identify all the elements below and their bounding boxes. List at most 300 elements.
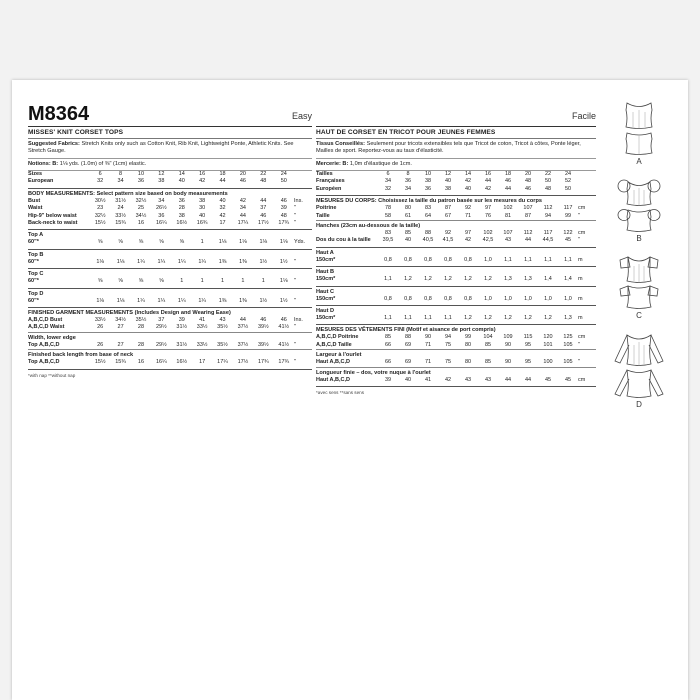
table-cell: 50 [280, 178, 287, 185]
table-cell: 33½ [94, 316, 106, 323]
row-unit: " [578, 212, 580, 219]
view-d [604, 331, 674, 412]
view-heading: Top C [28, 268, 312, 278]
table-cell: 40 [199, 212, 206, 219]
table-cell: 1½ [259, 258, 268, 265]
mesures-vetements-title: MESURES DES VÊTEMENTS FINI (Motif et aisance de port compris) [316, 324, 596, 334]
width-table [28, 342, 312, 349]
row-unit: " [294, 205, 296, 212]
view-heading: Top B [28, 249, 312, 259]
table-cell: 1⅛ [116, 258, 125, 265]
body-measurements-table [28, 198, 312, 228]
cap-sleeve-top-front-icon [616, 254, 662, 284]
table-cell: 36 [424, 185, 432, 192]
table-cell: 17¾ [278, 219, 290, 226]
view-letter-a: A [636, 157, 642, 166]
table-cell: 100 [543, 359, 553, 366]
mercerie [316, 159, 596, 171]
table-cell: 1,1 [404, 314, 412, 321]
notions-label-fr: Mercerie: B: [316, 160, 349, 167]
table-cell: 36 [404, 178, 412, 185]
table-cell: 17½ [237, 359, 249, 366]
measurement-table [28, 278, 312, 285]
table-cell: 27 [117, 324, 124, 331]
table-cell: 44 [504, 185, 512, 192]
table-cell: 46 [239, 178, 246, 185]
table-cell: 102 [503, 205, 513, 212]
table-cell: 14 [464, 170, 472, 177]
table-row [28, 342, 312, 349]
mesures-du-corps-table [316, 205, 596, 220]
table-cell: 85 [484, 341, 492, 348]
corset-top-back-icon [619, 130, 659, 156]
table-cell: 43 [504, 237, 512, 244]
table-cell: 71 [424, 359, 432, 366]
table-cell: 40 [444, 178, 452, 185]
measurement-table [316, 205, 596, 220]
measurement-table [28, 342, 312, 349]
row-unit [578, 178, 596, 185]
row-label: Françaises [316, 178, 345, 185]
footnote-french: *avec sens **sans sens [316, 389, 365, 395]
table-cell: 39,5 [382, 237, 394, 244]
table-cell: 33½ [196, 324, 208, 331]
table-cell: 44 [524, 376, 532, 383]
row-label: 60"* [28, 239, 39, 246]
table-row [28, 198, 312, 205]
table-cell: 40 [178, 178, 185, 185]
table-cell: 41,5 [442, 237, 454, 244]
row-label: Taille [316, 212, 330, 219]
view-b [604, 177, 674, 246]
table-cell: 67 [444, 212, 452, 219]
measurement-table [316, 359, 596, 366]
table-cell: 29½ [156, 341, 167, 348]
fabrics-text: Stretch Knits only such as Cotton Knit, Rib Knit, Lightweight Ponte, Athletic Knits. See Stretch Gauge. [28, 141, 294, 155]
table-cell: 38 [178, 212, 185, 219]
row-label: A,B,C,D Waist [28, 324, 65, 331]
table-cell: 0,8 [464, 295, 472, 302]
view-letter-d: D [636, 400, 642, 409]
table-cell: 1,0 [504, 295, 512, 302]
measurement-table [316, 257, 596, 264]
table-cell: 1¼ [157, 258, 166, 265]
table-cell: 34½ [115, 316, 126, 323]
table-row [316, 213, 596, 220]
table-cell: 32 [219, 205, 226, 212]
table-cell: 43 [219, 316, 226, 323]
table-cell: 37½ [237, 341, 249, 348]
table-row [316, 237, 596, 244]
french-header [316, 98, 596, 124]
table-cell: 97 [484, 205, 492, 212]
table-cell: 1,0 [564, 295, 572, 302]
pattern-instruction-sheet [12, 80, 688, 700]
table-cell: 43 [464, 376, 472, 383]
table-cell: 1,1 [384, 314, 392, 321]
table-cell: 33½ [115, 212, 126, 219]
table-cell: 40 [404, 237, 412, 244]
table-cell: 46 [280, 316, 287, 323]
row-unit: " [294, 341, 296, 348]
table-cell: 1 [200, 239, 204, 246]
table-cell: 39½ [257, 341, 269, 348]
measurement-table [28, 259, 312, 266]
measurement-table [316, 276, 596, 283]
row-label: 60"* [28, 258, 39, 265]
table-cell: 69 [404, 341, 412, 348]
table-cell: 42 [484, 185, 492, 192]
finished-measurements-table [28, 317, 312, 332]
table-cell: 1⅛ [218, 239, 227, 246]
table-cell: 0,8 [424, 256, 432, 263]
table-cell: 24 [117, 205, 124, 212]
row-label: Européen [316, 185, 342, 192]
view-heading: Top A [28, 229, 312, 239]
measurement-table [28, 317, 312, 332]
table-cell: 1 [180, 278, 184, 285]
table-cell: 1,3 [564, 314, 572, 321]
table-cell: 30½ [94, 197, 106, 204]
measurement-table [28, 198, 312, 228]
table-cell: 46 [524, 185, 532, 192]
table-cell: 115 [523, 334, 533, 341]
table-cell: 0,8 [404, 295, 412, 302]
mesures-vetements-table [316, 334, 596, 349]
table-cell: 26 [97, 324, 104, 331]
finished-measurements-title: FINISHED GARMENT MEASUREMENTS (Includes Design and Wearing Ease) [28, 307, 312, 317]
table-row [28, 259, 312, 266]
yardage-table [28, 229, 312, 305]
puff-sleeve-top-front-icon [616, 177, 662, 207]
table-cell: 45 [564, 237, 572, 244]
table-cell: 43 [484, 376, 492, 383]
table-cell: 1⅜ [239, 297, 247, 304]
row-unit: " [578, 237, 580, 244]
table-cell: 1,0 [524, 295, 532, 302]
view-c [604, 254, 674, 323]
view-heading: Top D [28, 288, 312, 298]
table-cell: 37½ [237, 324, 249, 331]
table-cell: 1⅜ [218, 258, 227, 265]
table-cell: 35½ [217, 341, 228, 348]
view-letter-c: C [636, 311, 642, 320]
table-cell: 125 [563, 334, 573, 341]
table-cell: 112 [523, 229, 533, 236]
row-label: 150cm* [316, 276, 336, 283]
table-cell: 92 [464, 205, 472, 212]
english-column [28, 98, 312, 378]
row-label: Dos du cou à la taille [316, 237, 371, 244]
measurement-table [316, 334, 596, 349]
table-cell: 88 [424, 229, 432, 236]
cap-sleeve-top-back-icon [616, 284, 662, 310]
row-unit: " [578, 341, 580, 348]
table-row [316, 276, 596, 283]
table-cell: 20 [524, 170, 532, 177]
mesures-du-corps-title: MESURES DU CORPS: Choisissez la taille du patron basée sur les mesures du corps [316, 195, 596, 205]
measurement-table [28, 171, 312, 186]
table-cell: 12 [158, 170, 165, 177]
table-cell: 45 [544, 376, 552, 383]
row-label: 150cm* [316, 295, 336, 302]
row-label: Sizes [28, 170, 43, 177]
table-cell: 1,1 [384, 276, 392, 283]
table-cell: 99 [564, 212, 572, 219]
table-cell: 22 [544, 170, 552, 177]
table-cell: 1,2 [544, 314, 552, 321]
table-cell: 80 [464, 359, 472, 366]
table-cell: ⅝ [159, 239, 164, 246]
table-cell: 1½ [259, 297, 268, 304]
table-cell: 28 [178, 205, 185, 212]
table-cell: 35½ [135, 316, 147, 323]
metrage-table [316, 247, 596, 323]
table-cell: 40 [464, 185, 472, 192]
measurement-table [28, 359, 312, 366]
table-cell: 1,2 [464, 314, 472, 321]
table-cell: 33½ [196, 341, 208, 348]
table-cell: 34 [117, 178, 124, 185]
table-cell: 36 [158, 212, 165, 219]
table-cell: 83 [424, 205, 432, 212]
table-cell: 17 [219, 219, 226, 226]
notions-label: Notions: B: [28, 160, 59, 167]
table-cell: 27 [117, 341, 124, 348]
table-cell: 1,4 [544, 276, 552, 283]
table-cell: 1¼ [198, 258, 206, 265]
table-cell: 16¼ [156, 359, 167, 366]
table-cell: 1,0 [484, 256, 492, 263]
table-cell: ⅝ [179, 239, 185, 246]
table-cell: 12 [444, 170, 452, 177]
row-label: 60"* [28, 278, 39, 285]
table-cell: 42 [464, 237, 472, 244]
table-cell: 1,3 [524, 276, 532, 283]
row-unit: m [578, 314, 583, 321]
table-cell: ⅝ [97, 278, 103, 285]
table-cell: 1,3 [504, 276, 512, 283]
table-cell: 1⅛ [116, 297, 125, 304]
view-a [604, 100, 674, 169]
table-cell: 34 [384, 178, 392, 185]
table-cell: 28 [137, 324, 145, 331]
pattern-number: M8364 [28, 103, 90, 125]
table-cell: 102 [483, 229, 493, 236]
table-cell: 39 [178, 316, 185, 323]
table-cell: 44 [239, 316, 246, 323]
difficulty-english: Easy [291, 111, 312, 121]
hanches-title: Hanches (23cm au-dessous de la taille) [316, 220, 596, 230]
measurement-table [28, 239, 312, 246]
table-cell: 104 [483, 334, 493, 341]
table-cell: 45 [564, 376, 572, 383]
row-label: A,B,C,D Bust [28, 316, 63, 323]
row-unit: " [294, 258, 296, 265]
view-heading: Haut B [316, 266, 596, 276]
table-cell: 52 [564, 178, 572, 185]
table-cell: 1,1 [444, 314, 452, 321]
measurement-table [28, 298, 312, 305]
table-cell: 34 [404, 185, 412, 192]
table-cell: 29½ [156, 324, 167, 331]
section-end-rule [28, 367, 312, 370]
table-cell: 85 [384, 334, 392, 341]
row-unit [578, 171, 596, 178]
table-cell: 97 [464, 229, 472, 236]
body-measurements-title: BODY MEASUREMENTS: Select pattern size based on body measurements [28, 188, 312, 198]
table-cell: 32 [97, 178, 104, 185]
table-cell: 31½ [176, 341, 188, 348]
table-cell: 1⅛ [279, 239, 288, 246]
table-cell: 1⅛ [96, 297, 105, 304]
table-cell: 50 [544, 178, 552, 185]
table-cell: 1 [221, 278, 225, 285]
table-cell: 71 [424, 341, 432, 348]
table-cell: 8 [406, 170, 410, 177]
table-cell: 39 [384, 376, 392, 383]
table-row [316, 230, 596, 237]
puff-sleeve-top-back-icon [616, 207, 662, 233]
table-cell: 0,8 [404, 256, 412, 263]
table-cell: 41½ [278, 341, 290, 348]
english-header [28, 98, 312, 124]
table-cell: 1,2 [504, 314, 512, 321]
table-cell: 1½ [279, 258, 288, 265]
table-row [316, 342, 596, 349]
table-cell: 36 [178, 197, 185, 204]
table-cell: 80 [464, 341, 472, 348]
table-cell: 38 [199, 197, 206, 204]
table-cell: 1,2 [484, 276, 492, 283]
table-cell: 16¼ [156, 219, 167, 226]
table-cell: 34 [158, 197, 165, 204]
table-cell: 99 [464, 334, 472, 341]
table-cell: 20 [239, 170, 246, 177]
table-cell: 66 [384, 341, 392, 348]
row-label: Bust [28, 197, 41, 204]
table-row [28, 317, 312, 324]
table-cell: 107 [523, 205, 533, 212]
table-cell: 1¼ [177, 258, 186, 265]
table-cell: 10 [424, 170, 432, 177]
table-cell: 90 [504, 359, 512, 366]
table-cell: 1 [261, 278, 265, 285]
table-cell: 0,8 [444, 295, 452, 302]
table-cell: 105 [563, 341, 573, 348]
table-cell: 16 [199, 170, 206, 177]
table-row [316, 171, 596, 178]
table-row [28, 220, 312, 227]
table-row [28, 205, 312, 212]
table-cell: 1,1 [504, 256, 512, 263]
table-cell: 17¾ [257, 359, 269, 366]
table-cell: 0,8 [444, 256, 452, 263]
row-unit: cm [578, 229, 586, 236]
row-unit: Ins. [294, 316, 303, 323]
row-label: 60"* [28, 297, 39, 304]
row-label: Hip-9" below waist [28, 212, 77, 219]
table-cell: 1⅛ [279, 278, 288, 285]
row-label: Top A,B,C,D [28, 359, 60, 366]
table-cell: 1¼ [177, 297, 186, 304]
table-cell: 15¾ [115, 219, 126, 226]
table-cell: 39½ [257, 324, 269, 331]
table-cell: 1,2 [424, 276, 432, 283]
row-unit: Yds. [294, 239, 306, 246]
table-cell: 46 [504, 178, 512, 185]
view-heading: Haut A [316, 247, 596, 257]
table-cell: 40,5 [422, 237, 434, 244]
sizes-table [28, 171, 312, 186]
table-cell: 85 [484, 359, 492, 366]
row-unit: " [294, 297, 296, 304]
table-cell: 1¼ [198, 297, 206, 304]
measurement-table [316, 171, 596, 193]
table-cell: 95 [524, 359, 532, 366]
table-cell: 0,8 [384, 295, 392, 302]
row-unit [294, 171, 312, 178]
hanches-table [316, 230, 596, 245]
table-cell: 18 [504, 170, 512, 177]
table-cell: 15½ [94, 219, 106, 226]
row-unit: " [294, 278, 296, 285]
row-label: Tailles [316, 170, 333, 177]
table-cell: 101 [543, 341, 553, 348]
table-cell: 1,0 [484, 295, 492, 302]
table-cell: 46 [260, 316, 267, 323]
corset-top-front-icon [619, 100, 659, 130]
table-cell: 1 [200, 278, 204, 285]
table-cell: 50 [564, 185, 572, 192]
table-cell: 87 [524, 212, 532, 219]
table-cell: 17¾ [278, 359, 290, 366]
table-cell: 10 [137, 170, 145, 177]
table-row [28, 298, 312, 305]
notions-text: 1⅛ yds. (1.0m) of ⅜" (1cm) elastic. [59, 160, 147, 167]
row-unit: " [294, 359, 296, 366]
table-cell: 1,1 [544, 256, 552, 263]
long-sleeve-top-back-icon [611, 367, 667, 399]
table-cell: 58 [384, 212, 392, 219]
english-title: MISSES' KNIT CORSET TOPS [28, 126, 312, 139]
largeur-title: Largeur à l'ourlet [316, 349, 596, 359]
table-cell: 24 [280, 170, 287, 177]
table-cell: 16 [137, 219, 145, 226]
table-cell: 1,2 [404, 276, 412, 283]
table-cell: 112 [543, 205, 553, 212]
table-cell: 26 [97, 341, 104, 348]
row-label [316, 230, 378, 237]
table-cell: 69 [404, 359, 412, 366]
table-cell: 122 [563, 229, 573, 236]
notions-text-fr: 1,0m d'élastique de 1cm. [349, 160, 412, 167]
table-cell: 1,1 [424, 314, 432, 321]
table-cell: 1¼ [137, 297, 145, 304]
measurement-table [316, 296, 596, 303]
row-label: European [28, 178, 54, 185]
table-row [316, 296, 596, 303]
table-cell: 1⅛ [259, 239, 268, 246]
table-cell: 42,5 [482, 237, 494, 244]
table-cell: 46 [280, 197, 287, 204]
table-cell: 1,2 [484, 314, 492, 321]
table-cell: 25 [137, 205, 145, 212]
table-cell: 31½ [176, 324, 188, 331]
table-cell: 1,1 [564, 256, 572, 263]
french-title: HAUT DE CORSET EN TRICOT POUR JEUNES FEMMES [316, 126, 596, 139]
table-cell: 44 [239, 212, 246, 219]
